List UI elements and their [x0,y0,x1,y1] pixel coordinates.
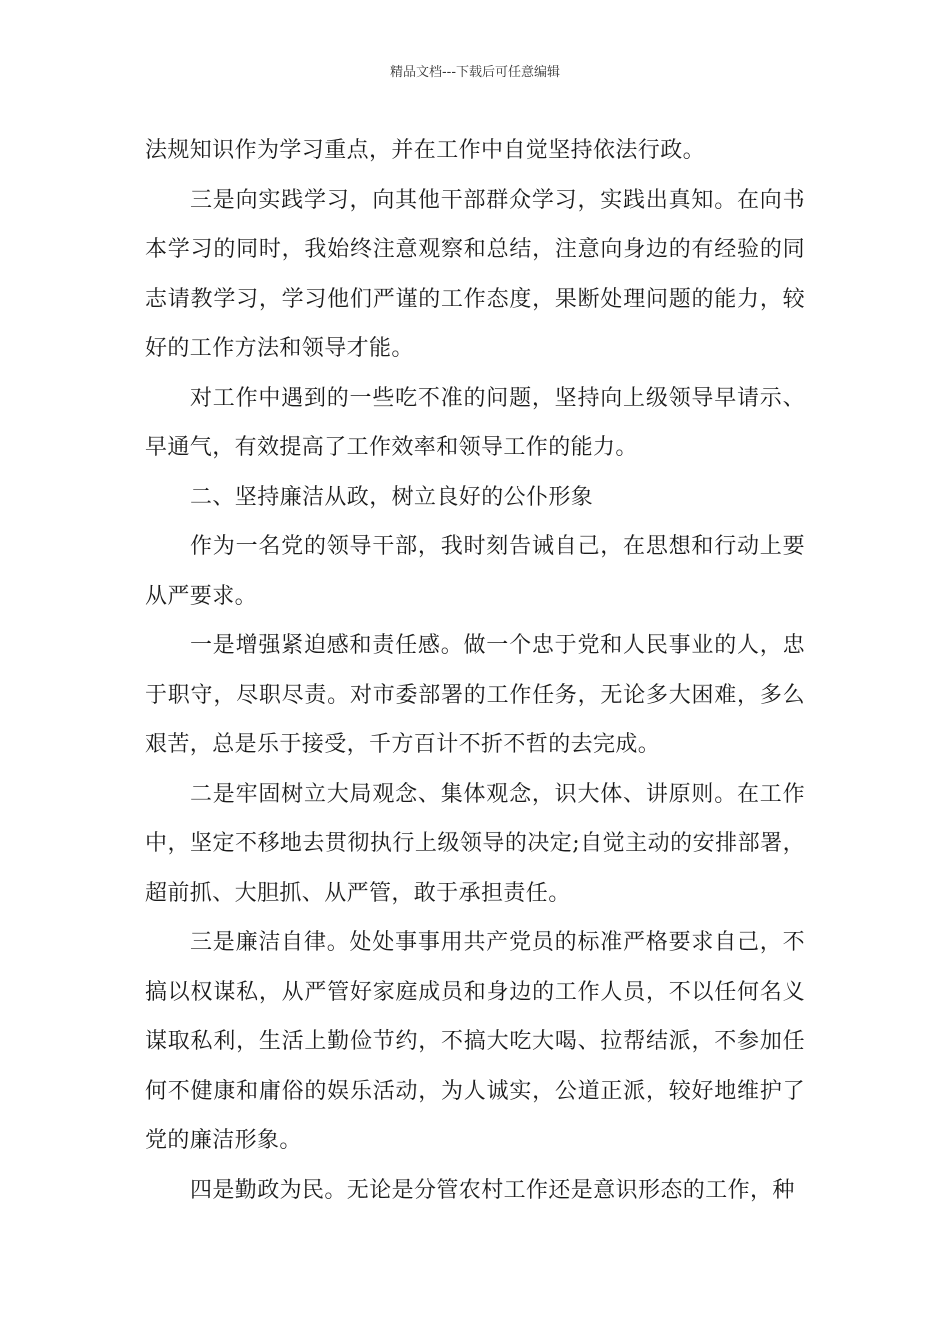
section-heading: 二、坚持廉洁从政，树立良好的公仆形象 [190,484,594,510]
paragraph-6: 一是增强紧迫感和责任感。做一个忠于党和人民事业的人，忠于职守，尽职尽责。对市委部署的工作任务，无论多大困难，多么艰苦，总是乐于接受，千方百计不折不哲的去完成。 [145,633,805,757]
paragraph-1: 法规知识作为学习重点，并在工作中自觉坚持依法行政。 [145,138,706,163]
page-header: 精品文档---下载后可任意编辑 [389,65,561,80]
paragraph-9: 四是勤政为民。无论是分管农村工作还是意识形态的工作，种 [190,1177,795,1203]
paragraph-2: 三是向实践学习，向其他干部群众学习，实践出真知。在向书本学习的同时，我始终注意观察和总结，注意向身边的有经验的同志请教学习，学习他们严谨的工作态度，果断处理问题的能力，较好的工作方法和领导才能。 [145,187,805,361]
paragraph-7: 二是牢固树立大局观念、集体观念，识大体、讲原则。在工作中，坚定不移地去贯彻执行上级领导的决定;自觉主动的安排部署，超前抓、大胆抓、从严管，敢于承担责任。 [145,781,805,906]
document-body [145,126,805,1215]
paragraph-5: 作为一名党的领导干部，我时刻告诫自己，在思想和行动上要从严要求。 [145,534,805,609]
paragraph-8: 三是廉洁自律。处处事事用共产党员的标准严格要求自己，不搞以权谋私，从严管好家庭成员和身边的工作人员，不以任何名义谋取私利，生活上勤俭节约，不搞大吃大喝、拉帮结派，不参加任何不健康和庸俗的娱乐活动，为人诚实，公道正派，较好地维护了党的廉洁形象。 [145,930,805,1153]
paragraph-3: 对工作中遇到的一些吃不准的问题，坚持向上级领导早请示、早通气，有效提高了工作效率和领导工作的能力。 [145,385,805,460]
